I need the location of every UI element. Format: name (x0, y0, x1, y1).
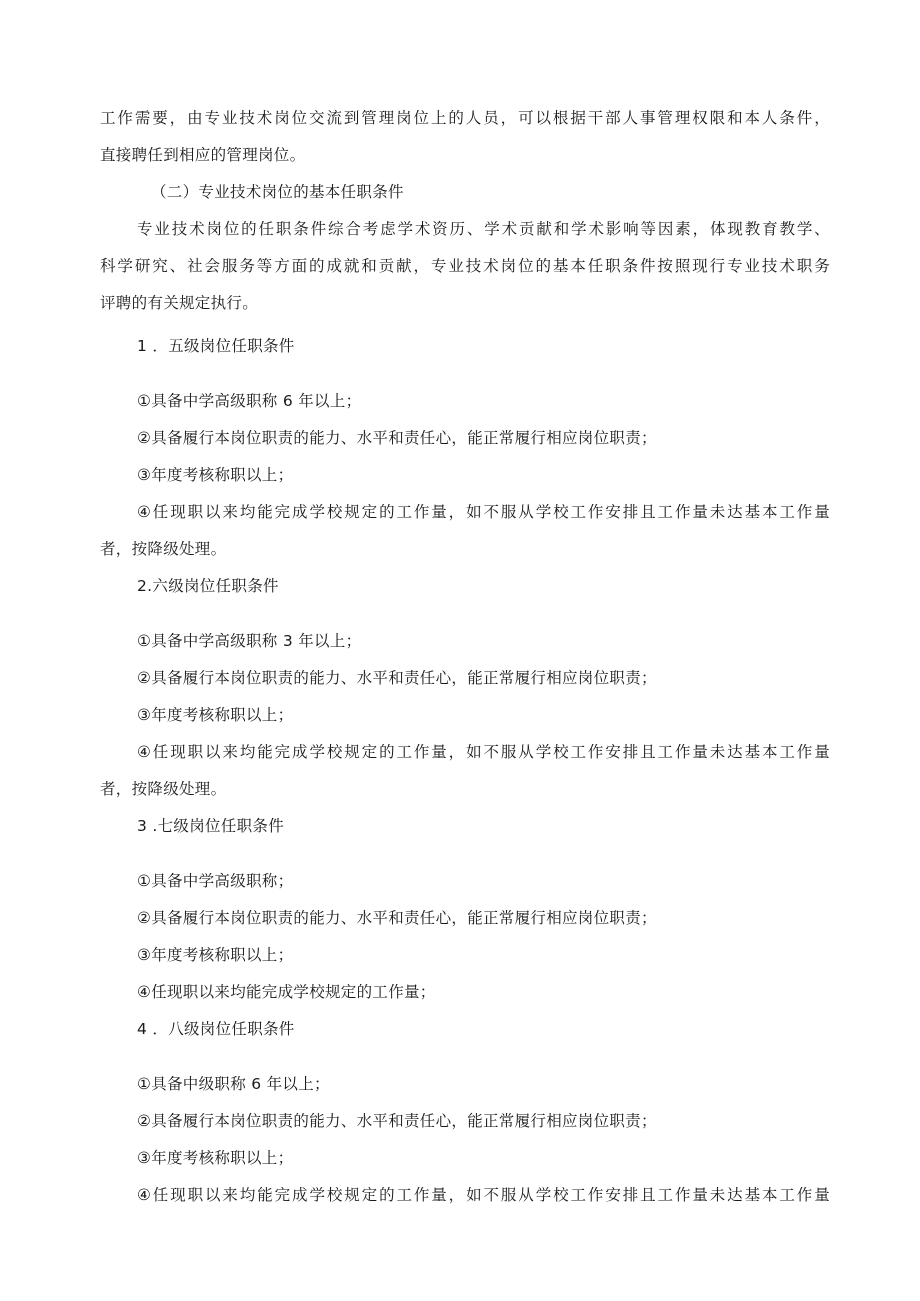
level5-item-2: ②具备履行本岗位职责的能力、水平和责任心，能正常履行相应岗位职责； (137, 429, 657, 447)
level6-item-1: ①具备中学高级职称 3 年以上； (137, 632, 362, 650)
intro-line-2: 直接聘任到相应的管理岗位。 (100, 146, 306, 164)
level6-heading: 2.六级岗位任职条件 (137, 577, 279, 595)
level5-heading: 1 ．五级岗位任职条件 (137, 337, 295, 355)
section-para-line-3: 评聘的有关规定执行。 (100, 294, 259, 312)
section-para-line-1: 专业技术岗位的任职条件综合考虑学术资历、学术贡献和学术影响等因素，体现教育教学、 (137, 220, 830, 238)
section-heading: （二）专业技术岗位的基本任职条件 (151, 183, 404, 201)
level7-item-2: ②具备履行本岗位职责的能力、水平和责任心，能正常履行相应岗位职责； (137, 909, 657, 927)
level8-item-4-line-1: ④任现职以来均能完成学校规定的工作量，如不服从学校工作安排且工作量未达基本工作量 (137, 1186, 830, 1204)
level8-item-3: ③年度考核称职以上； (137, 1149, 294, 1167)
level5-item-3: ③年度考核称职以上； (137, 466, 294, 484)
level5-item-4-line-1: ④任现职以来均能完成学校规定的工作量，如不服从学校工作安排且工作量未达基本工作量 (137, 503, 830, 521)
level8-heading: 4 ．八级岗位任职条件 (137, 1020, 295, 1038)
level6-item-3: ③年度考核称职以上； (137, 706, 294, 724)
level5-item-1: ①具备中学高级职称 6 年以上； (137, 392, 362, 410)
level7-item-3: ③年度考核称职以上； (137, 946, 294, 964)
level7-heading: 3 .七级岗位任职条件 (137, 817, 285, 835)
level5-item-4-line-2: 者，按降级处理。 (100, 540, 227, 558)
level7-item-4: ④任现职以来均能完成学校规定的工作量； (137, 983, 436, 1001)
level8-item-1: ①具备中级职称 6 年以上； (137, 1075, 330, 1093)
level6-item-4-line-1: ④任现职以来均能完成学校规定的工作量，如不服从学校工作安排且工作量未达基本工作量 (137, 743, 830, 761)
section-para-line-2: 科学研究、社会服务等方面的成就和贡献，专业技术岗位的基本任职条件按照现行专业技术职务 (100, 257, 830, 275)
level6-item-2: ②具备履行本岗位职责的能力、水平和责任心，能正常履行相应岗位职责； (137, 669, 657, 687)
level7-item-1: ①具备中学高级职称； (137, 872, 294, 890)
level6-item-4-line-2: 者，按降级处理。 (100, 780, 227, 798)
level8-item-2: ②具备履行本岗位职责的能力、水平和责任心，能正常履行相应岗位职责； (137, 1112, 657, 1130)
intro-line-1: 工作需要，由专业技术岗位交流到管理岗位上的人员，可以根据干部人事管理权限和本人条件， (100, 109, 830, 127)
